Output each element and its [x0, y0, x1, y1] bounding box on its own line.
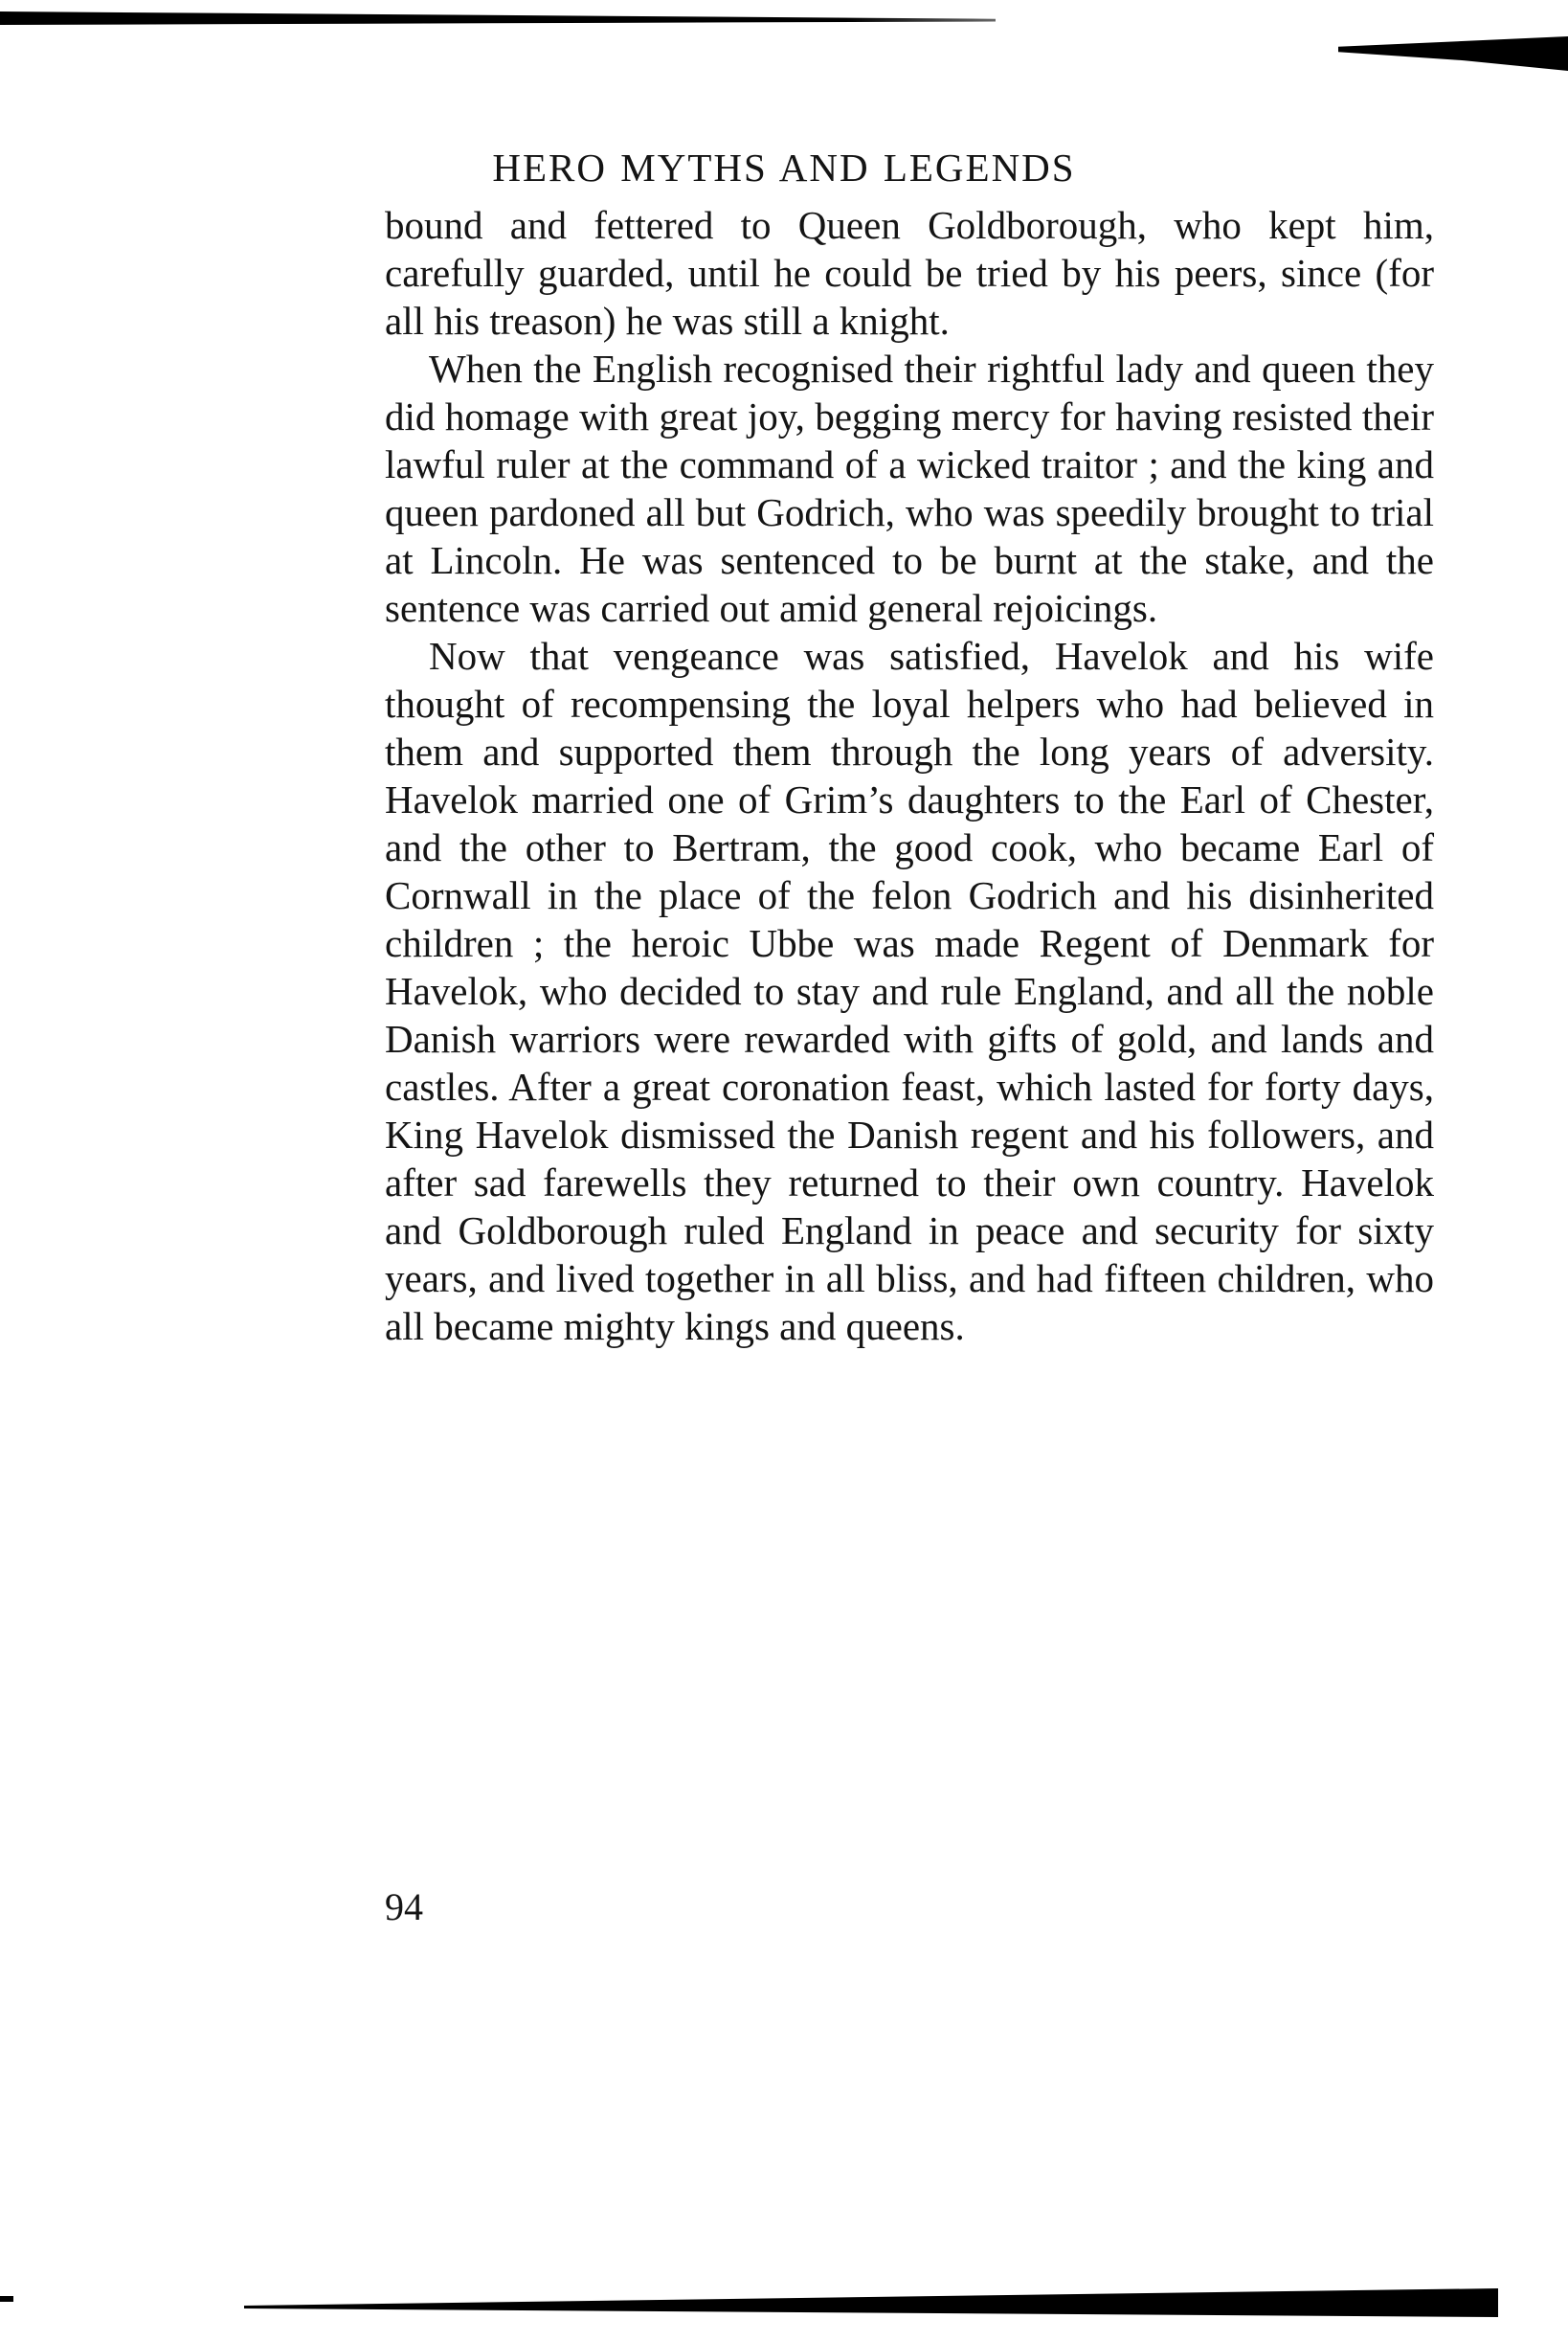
scan-edge-mark — [0, 2296, 13, 2302]
paragraph-continuation: bound and fettered to Queen Goldborough, who kept him, carefully guarded, until he could be tried by his peers, since (for all his treason) he was still a knight. — [385, 203, 1434, 343]
paragraph: Now that vengeance was satisfied, Havelok and his wife thought of recompensing the loyal helpers who had believed in them and supported them through the long years of adversity. Havelok married one of Grim’s daughters to the Earl of Chester, and the other to Bertram, the good cook, who became Earl of Cornwall in the place of the felon Godrich and his disinherited children ; the heroic Ubbe was made Regent of Denmark for Havelok, who decided to stay and rule England, and all the noble Danish warriors were rewarded with gifts of gold, and lands and castles. After a great coronation feast, which lasted for forty days, King Havelok dismissed the Danish regent and his followers, and after sad farewells they returned to their own country. Havelok and Goldborough ruled England in peace and security for sixty years, and lived together in all bliss, and had fifteen children, who all became mighty kings and queens. — [385, 634, 1434, 1348]
running-title: HERO MYTHS AND LEGENDS — [492, 146, 1076, 190]
page-number: 94 — [385, 1885, 423, 1928]
body-text — [385, 201, 1434, 1350]
paragraph: When the English recognised their rightful lady and queen they did homage with great joy, begging mercy for having resisted their lawful ruler at the command of a wicked traitor ; and the king and queen pardoned all but Godrich, who was speedily brought to trial at Lincoln. He was sentenced to be burnt at the stake, and the sentence was carried out amid general rejoicings. — [385, 347, 1434, 630]
scan-edge-rule-top — [0, 11, 996, 25]
scan-edge-rule-top-right — [1338, 36, 1568, 71]
scan-edge-rule-bottom — [244, 2288, 1498, 2317]
